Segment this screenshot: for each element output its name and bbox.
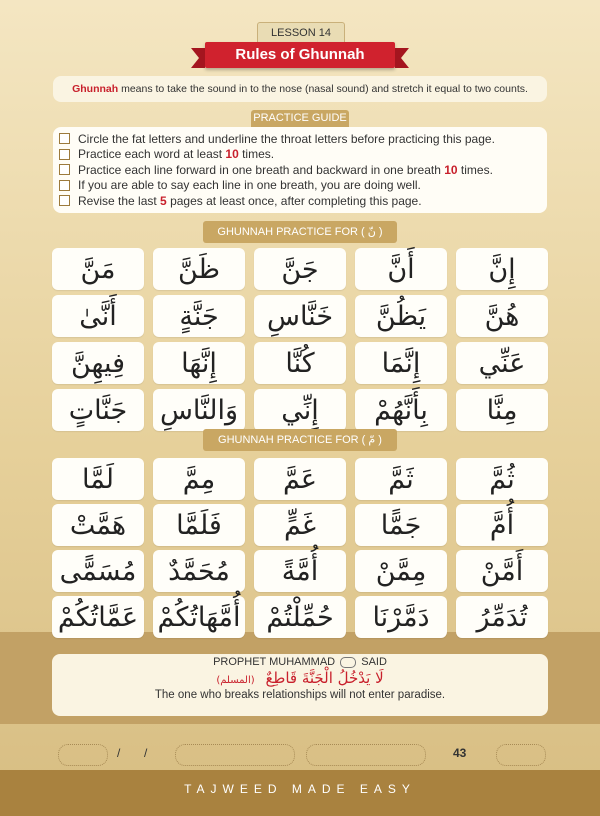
word-card: ثَمَّ xyxy=(355,458,447,500)
book-title: TAJWEED MADE EASY xyxy=(184,782,416,796)
word-card: لَمَّا xyxy=(52,458,144,500)
hadith-heading-pre: PROPHET MUHAMMAD xyxy=(213,656,336,668)
section-label: GHUNNAH PRACTICE FOR ( xyxy=(218,434,369,446)
nun-word-grid xyxy=(52,248,548,431)
checkbox[interactable] xyxy=(59,180,70,191)
word-card: مِنَّا xyxy=(456,389,548,431)
word-card: وَالنَّاسِ xyxy=(153,389,245,431)
ornament-icon xyxy=(306,744,426,766)
word-card: خَنَّاسِ xyxy=(254,295,346,337)
word-card: تُدَمِّرُ xyxy=(456,596,548,638)
word-card: جَمًّا xyxy=(355,504,447,546)
word-card: إِنِّي xyxy=(254,389,346,431)
guide-item xyxy=(59,147,547,163)
guide-text: Circle the fat letters and underline the throat letters before practicing this page. xyxy=(78,131,495,146)
guide-text: Revise the last xyxy=(78,193,161,208)
section-letter: مّ xyxy=(368,433,376,446)
word-card: مَنَّ xyxy=(52,248,144,290)
hadith-box xyxy=(52,654,548,716)
word-card: غَمٍّ xyxy=(254,504,346,546)
word-card: فِيهِنَّ xyxy=(52,342,144,384)
word-card: أُمَّةً xyxy=(254,550,346,592)
ornament-icon xyxy=(58,744,108,766)
word-card: جَنَّةٍ xyxy=(153,295,245,337)
word-card: هَمَّتْ xyxy=(52,504,144,546)
word-card: دَمَّرْنَا xyxy=(355,596,447,638)
guide-text: Practice each line forward in one breath and backward in one breath xyxy=(78,162,445,177)
section-close: ) xyxy=(375,226,383,238)
word-card: مِمَّ xyxy=(153,458,245,500)
word-card: أُمَّهَاتُكُمْ xyxy=(153,596,245,638)
word-card: عَنِّي xyxy=(456,342,548,384)
guide-count: 5 xyxy=(160,193,167,208)
word-card: إِنَّمَا xyxy=(355,342,447,384)
checkbox[interactable] xyxy=(59,149,70,160)
guide-text: If you are able to say each line in one breath, you are doing well. xyxy=(78,178,421,193)
checkbox[interactable] xyxy=(59,164,70,175)
word-card: إِنَّ xyxy=(456,248,548,290)
hadith-heading xyxy=(52,656,548,668)
word-card: بِأَنَّهُمْ xyxy=(355,389,447,431)
guide-item xyxy=(59,178,547,194)
word-card: حُمِّلْتُمْ xyxy=(254,596,346,638)
word-card: أَنَّ xyxy=(355,248,447,290)
word-card: مِمَّنْ xyxy=(355,550,447,592)
section-close: ) xyxy=(375,434,382,446)
hadith-arabic-text: لَا يَدْخُلُ الْجَنَّةَ قَاطِعٌ xyxy=(265,669,384,687)
date-slash: / xyxy=(144,746,148,760)
word-card: أَمَّنْ xyxy=(456,550,548,592)
word-card: فَلَمَّا xyxy=(153,504,245,546)
hadith-source: (المسلم) xyxy=(216,675,255,686)
guide-count: 10 xyxy=(225,147,239,162)
lesson-label: LESSON 14 xyxy=(257,22,345,43)
checkbox[interactable] xyxy=(59,133,70,144)
guide-text: pages at least once, after completing this page. xyxy=(166,193,422,208)
section-label: GHUNNAH PRACTICE FOR ( xyxy=(217,226,368,238)
guide-item xyxy=(59,131,547,147)
section-letter: نّ xyxy=(367,225,376,238)
definition-box xyxy=(53,76,547,102)
salutation-icon xyxy=(340,657,356,668)
ornament-icon xyxy=(496,744,546,766)
date-slash: / xyxy=(117,746,121,760)
section-meem-title xyxy=(203,429,397,451)
practice-guide-title: PRACTICE GUIDE xyxy=(251,110,349,127)
practice-guide-box xyxy=(53,127,547,213)
guide-text: times. xyxy=(238,147,275,162)
word-card: عَمَّاتُكُمْ xyxy=(52,596,144,638)
hadith-heading-post: SAID xyxy=(361,656,387,668)
meem-word-grid xyxy=(52,458,548,638)
guide-text: times. xyxy=(457,162,493,177)
word-card: ظَنَّ xyxy=(153,248,245,290)
word-card: عَمَّ xyxy=(254,458,346,500)
ornament-icon xyxy=(175,744,295,766)
definition-term: Ghunnah xyxy=(72,83,119,95)
guide-item xyxy=(59,162,547,178)
word-card: جَنَّاتٍ xyxy=(52,389,144,431)
word-card: جَنَّ xyxy=(254,248,346,290)
section-nun-title xyxy=(203,221,397,243)
word-card: أَنَّىٰ xyxy=(52,295,144,337)
word-card: أُمَّ xyxy=(456,504,548,546)
page-number: 43 xyxy=(453,746,467,760)
word-card: هُنَّ xyxy=(456,295,548,337)
lesson-title: Rules of Ghunnah xyxy=(205,42,395,68)
word-card: مُسَمًّى xyxy=(52,550,144,592)
hadith-arabic xyxy=(52,669,548,687)
guide-item xyxy=(59,193,547,209)
guide-text: Practice each word at least xyxy=(78,147,226,162)
word-card: يَظُنَّ xyxy=(355,295,447,337)
definition-text: means to take the sound in to the nose (nasal sound) and stretch it equal to two counts. xyxy=(118,83,528,95)
checkbox[interactable] xyxy=(59,195,70,206)
hadith-translation: The one who breaks relationships will not enter paradise. xyxy=(154,689,446,701)
guide-count: 10 xyxy=(444,162,458,177)
word-card: إِنَّهَا xyxy=(153,342,245,384)
word-card: كُنَّا xyxy=(254,342,346,384)
word-card: ثُمَّ xyxy=(456,458,548,500)
word-card: مُحَمَّدٌ xyxy=(153,550,245,592)
